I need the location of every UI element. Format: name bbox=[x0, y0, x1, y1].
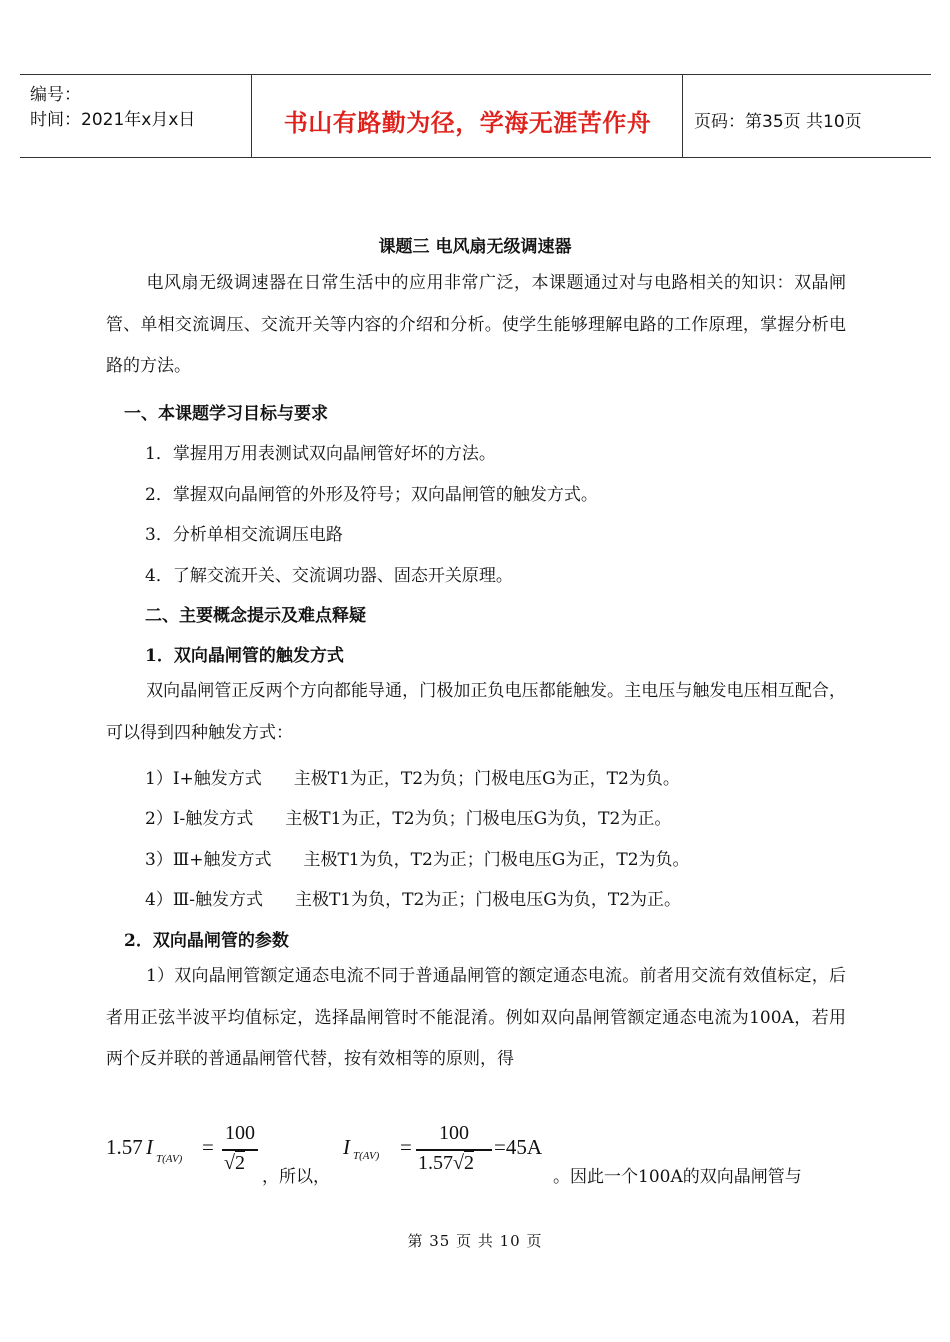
trigger-mode-row bbox=[145, 764, 680, 789]
trigger-mode-name: 3）Ⅲ+触发方式 bbox=[145, 850, 272, 870]
sqrt-sign: √2 bbox=[224, 1152, 245, 1174]
denominator-coefficient: 1.57 bbox=[418, 1152, 453, 1174]
trigger-mode-desc: 主极T1为正，T2为负；门极电压G为负，T2为正。 bbox=[285, 809, 672, 829]
formula-coefficient: 1.57 bbox=[106, 1135, 143, 1159]
objective-item: 2．掌握双向晶闸管的外形及符号；双向晶闸管的触发方式。 bbox=[145, 485, 598, 505]
fraction-bar bbox=[416, 1149, 492, 1151]
lesson-title: 课题三 电风扇无级调速器 bbox=[378, 237, 572, 257]
parameter-paragraph bbox=[106, 956, 846, 1081]
trigger-mode-name: 4）Ⅲ-触发方式 bbox=[145, 890, 263, 910]
formula-equals: = bbox=[202, 1135, 214, 1159]
fraction-numerator: 100 bbox=[439, 1122, 469, 1144]
subsection-heading: 2．双向晶闸管的参数 bbox=[124, 931, 289, 951]
page-footer: 第 35 页 共 10 页 bbox=[407, 1232, 543, 1250]
trigger-mode-row bbox=[145, 845, 690, 870]
intro-text: 电风扇无级调速器在日常生活中的应用非常广泛，本课题通过对与电路相关的知识：双晶闸管、单相交流调压、交流开关等内容的介绍和分析。使学生能够理解电路的工作原理，掌握分析电路的方法。 bbox=[106, 273, 846, 376]
parameter-text: 1）双向晶闸管额定通态电流不同于普通晶闸管的额定通态电流。前者用交流有效值标定，后者用正弦半波平均值标定，选择晶闸管时不能混淆。例如双向晶闸管额定通态电流为100A，若用两个反并联的普通晶闸管代替，按有效相等的原则，得 bbox=[106, 966, 846, 1069]
objective-item: 4．了解交流开关、交流调功器、固态开关原理。 bbox=[145, 566, 513, 586]
formula-subscript: T(AV) bbox=[156, 1153, 183, 1165]
page-header bbox=[20, 74, 931, 158]
fraction-1 bbox=[222, 1122, 258, 1180]
header-page-code: 页码：第35页 共10页 bbox=[694, 112, 862, 132]
header-divider bbox=[682, 75, 683, 157]
trigger-mode-desc: 主极T1为负，T2为正；门极电压G为正，T2为负。 bbox=[303, 850, 690, 870]
section1-heading: 一、本课题学习目标与要求 bbox=[124, 404, 328, 424]
trigger-mode-row bbox=[145, 804, 671, 829]
intro-paragraph bbox=[106, 263, 846, 388]
formula-connector: ，所以， bbox=[262, 1167, 330, 1187]
fraction-2 bbox=[416, 1122, 492, 1180]
trigger-mode-desc: 主极T1为正，T2为负；门极电压G为正，T2为负。 bbox=[293, 769, 680, 789]
trigger-mode-name: 2）Ⅰ-触发方式 bbox=[145, 809, 254, 829]
trigger-paragraph bbox=[106, 671, 846, 754]
objective-item: 3．分析单相交流调压电路 bbox=[145, 525, 343, 545]
trigger-text: 双向晶闸管正反两个方向都能导通，门极加正负电压都能触发。主电压与触发电压相互配合，可以得到四种触发方式： bbox=[106, 681, 846, 743]
formula-result: =45A bbox=[494, 1135, 543, 1159]
sqrt-radicand: 2 bbox=[234, 1152, 245, 1174]
header-motto: 书山有路勤为径，学海无涯苦作舟 bbox=[283, 109, 652, 137]
sqrt-radicand: 2 bbox=[463, 1152, 474, 1174]
formula-subscript: T(AV) bbox=[353, 1150, 380, 1162]
trigger-mode-desc: 主极T1为负，T2为正；门极电压G为负，T2为正。 bbox=[294, 890, 682, 910]
fraction-denominator: 1.57√2 bbox=[418, 1152, 474, 1174]
formula-equals: = bbox=[400, 1135, 412, 1159]
document-number-label: 编号： bbox=[30, 85, 81, 105]
subsection-heading: 1．双向晶闸管的触发方式 bbox=[145, 646, 344, 666]
objective-item: 1．掌握用万用表测试双向晶闸管好坏的方法。 bbox=[145, 444, 496, 464]
formula-variable: I bbox=[343, 1135, 350, 1159]
document-time-label: 时间：2021年x月x日 bbox=[30, 110, 196, 130]
formula-tail: 。因此一个100A的双向晶闸管与 bbox=[553, 1167, 802, 1187]
trigger-mode-row bbox=[145, 885, 681, 910]
fraction-numerator: 100 bbox=[225, 1122, 255, 1144]
trigger-mode-name: 1）Ⅰ+触发方式 bbox=[145, 769, 262, 789]
header-meta bbox=[30, 83, 195, 133]
formula-variable: I bbox=[146, 1135, 153, 1159]
fraction-bar bbox=[222, 1149, 258, 1151]
section2-heading: 二、主要概念提示及难点释疑 bbox=[145, 606, 366, 626]
